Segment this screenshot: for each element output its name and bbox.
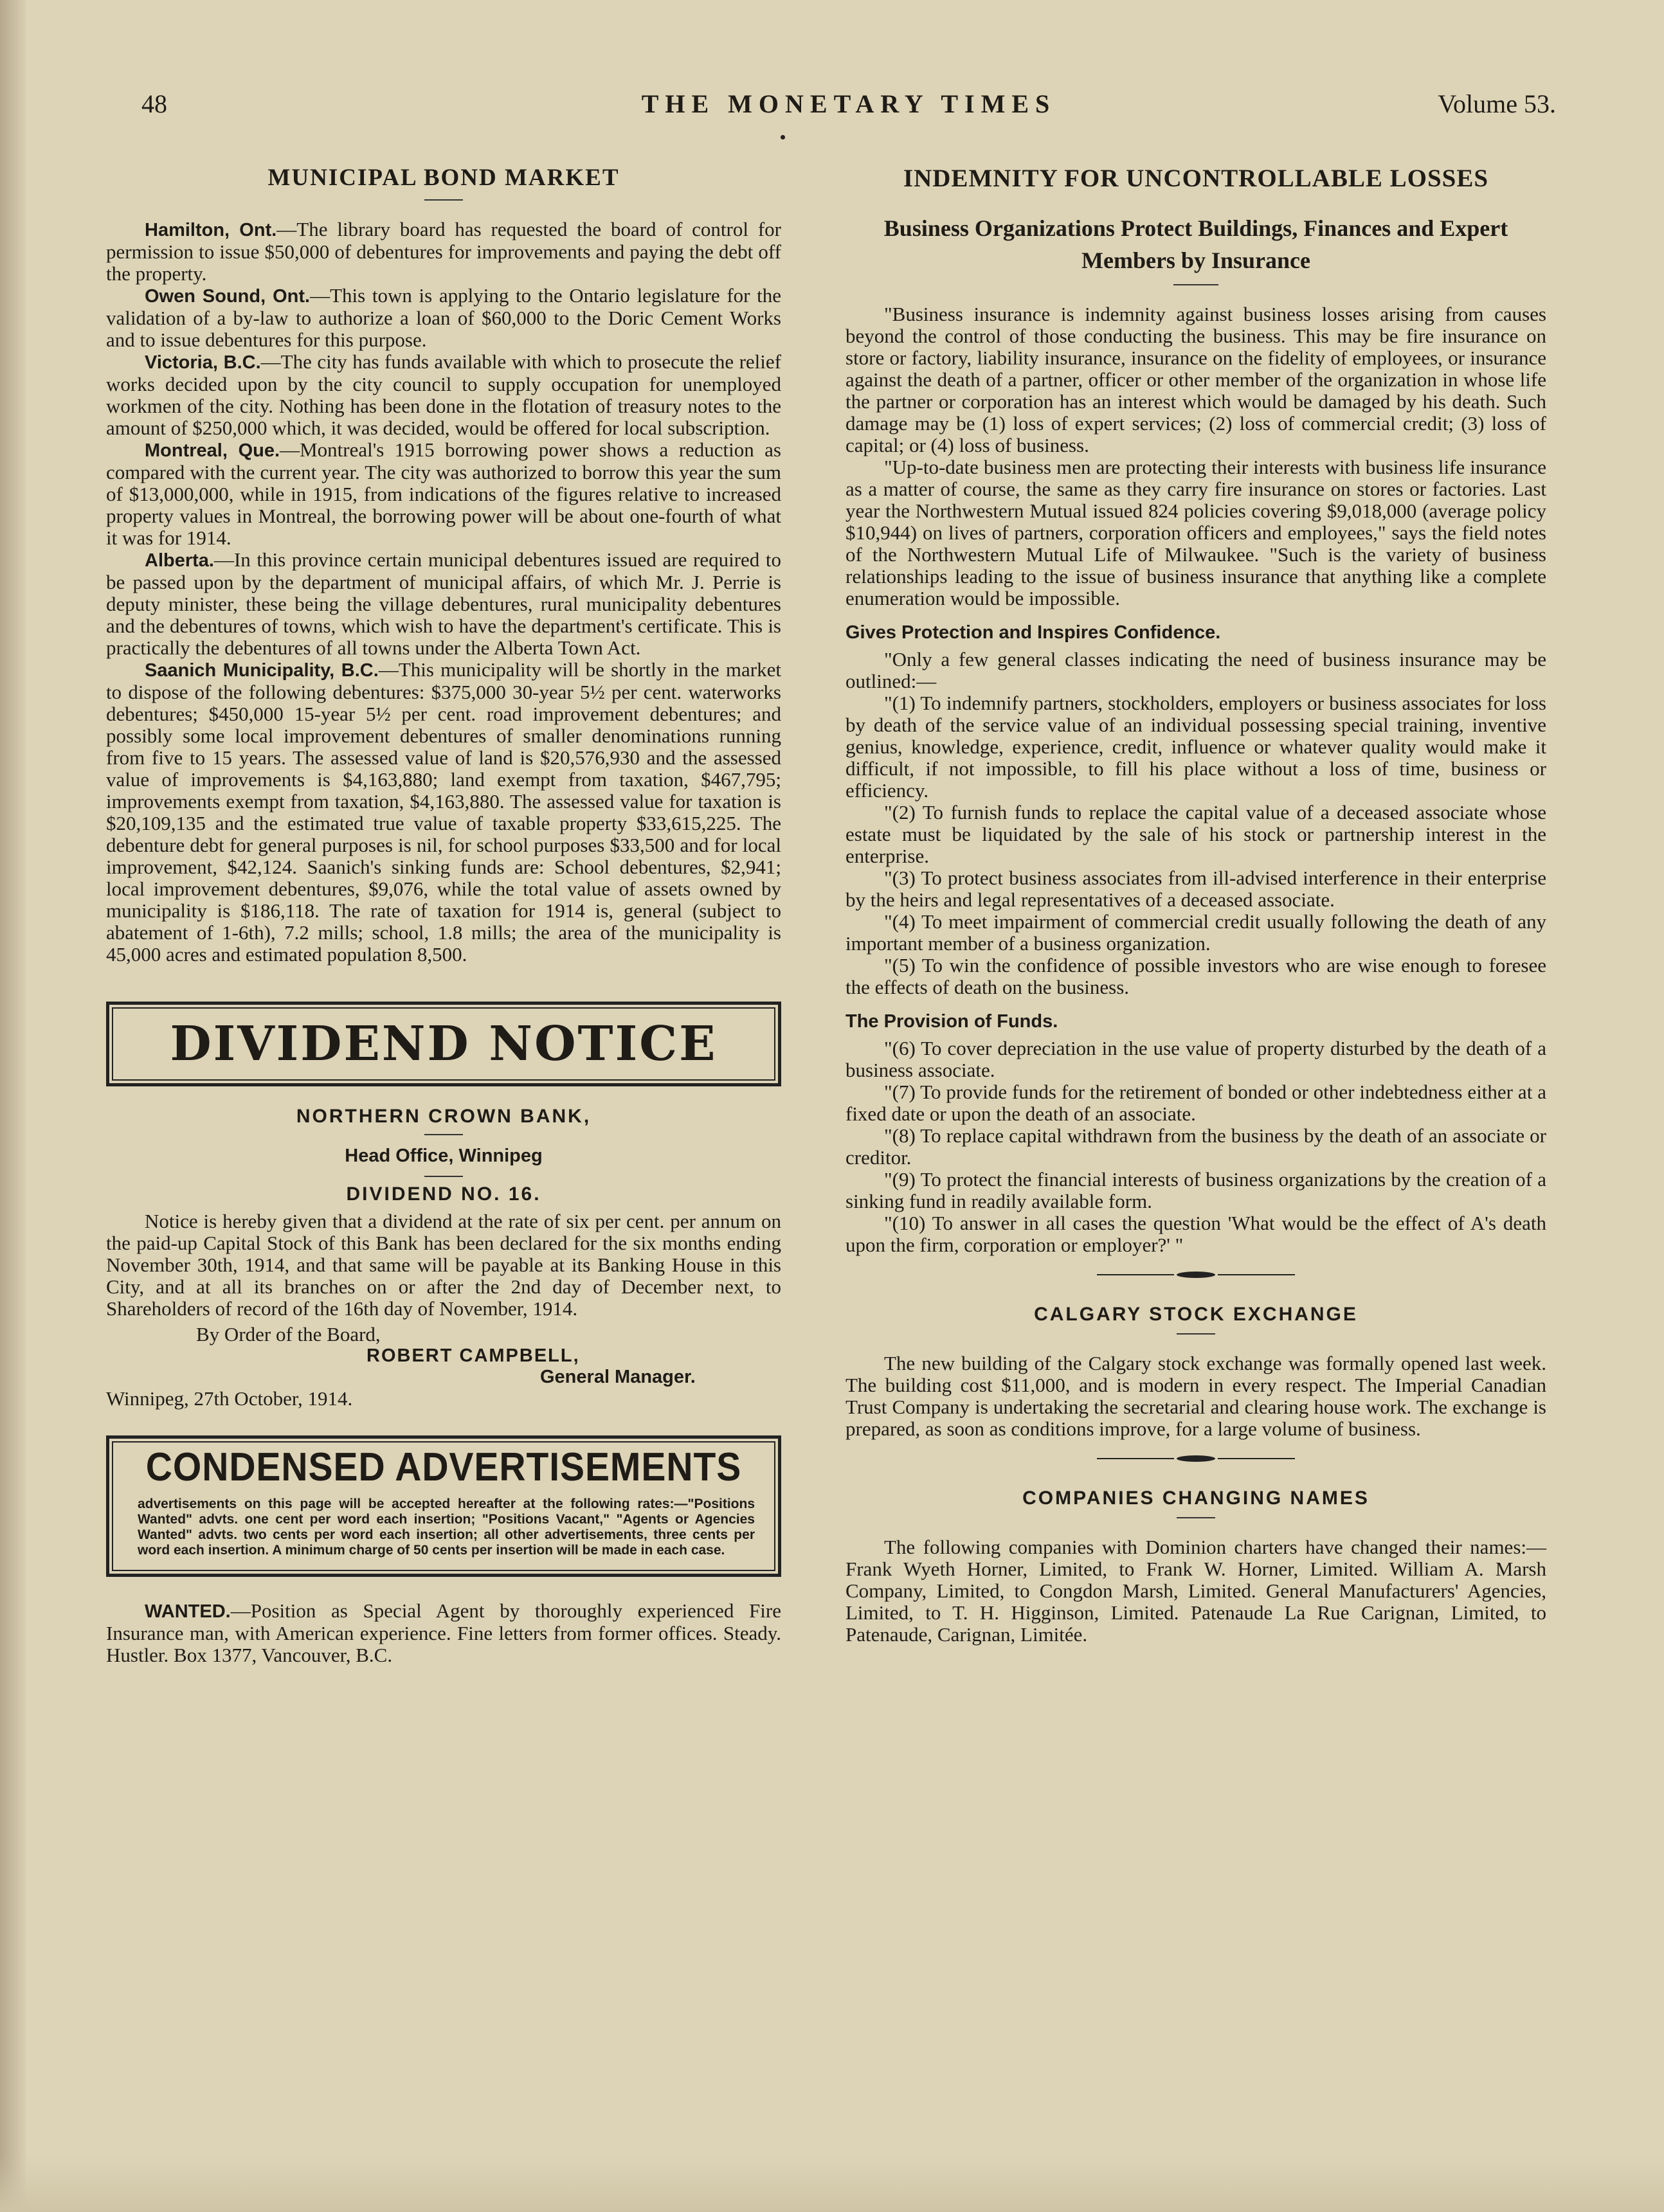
rule (1177, 1517, 1215, 1518)
dividend-signer-title: General Manager. (540, 1367, 696, 1387)
page-number: 48 (141, 89, 167, 118)
municipal-item: Hamilton, Ont.—The library board has requested the board of control for permission to issue $50,000 of debentures for improvements and paying the debt off the property. (106, 218, 781, 285)
page-bottom-shade (0, 2154, 1664, 2212)
indemnity-subtitle: Business Organizations Protect Buildings, Finances and Expert Members by Insurance (883, 215, 1508, 273)
municipal-item: Owen Sound, Ont.—This town is applying to the Ontario legislature for the validation of a by-law to authorize a loan of $60,000 to the Doric Cement Works and to issue debentures for this purpose. (106, 284, 781, 351)
dividend-notice-box (106, 1002, 781, 1086)
dividend-place-date: Winnipeg, 27th October, 1914. (106, 1387, 353, 1410)
indemnity-paragraph: "(8) To replace capital withdrawn from the business by the death of an associate or creditor. (846, 1124, 1546, 1169)
indemnity-paragraph: "(3) To protect business associates from ill-advised interference in their enterprise by the heirs and legal representatives of a deceased associate. (846, 867, 1546, 911)
indemnity-title: INDEMNITY FOR UNCONTROLLABLE LOSSES (903, 165, 1489, 192)
municipal-item: Saanich Municipality, B.C.—This municipality will be shortly in the market to dispose of the following debentures: $375,000 30-year 5½ per cent. waterworks debentures; $450,000 15-year 5½ per cent. road improvement debentures; and possibly some local improvement debentures of smaller denominations running from five to 15 years. The assessed value of land is $20,576,930 and the assessed value of improvements is $4,163,880; land exempt from taxation, $467,795; improvements exempt from taxation, $4,163,880. The assessed value for taxation is $20,109,135 and the estimated true value of taxable property $33,615,225. The debenture debt for general purposes is nil, for school purposes $33,500 and for local improvement, $42,124. Saanich's sinking funds are: School debentures, $2,941; local improvement debentures, $9,076, while the total value of assets owned by municipality is $186,118. The rate of taxation for 1914 is, general (subject to abatement of 1-6th), 7.2 mills; school, 1.8 mills; the area of the municipality is 45,000 acres and estimated population 8,500. (106, 658, 781, 966)
indemnity-paragraph: "(2) To furnish funds to replace the capital value of a deceased associate whose estate must be liquidated by the sale of his stock or partnership interest in the enterprise. (846, 801, 1546, 867)
indemnity-paragraph: "(4) To meet impairment of commercial credit usually following the death of any important member of a business organization. (846, 910, 1546, 955)
dividend-notice-title: DIVIDEND NOTICE (170, 1016, 718, 1072)
section-ornament (846, 1455, 1546, 1462)
companies-body: The following companies with Dominion charters have changed their names:—Frank Wyeth Horner, Limited, to Frank W. Horner, Limited. William A. Marsh Company, Limited, to Congdon Marsh, Limited. General Manufacturers' Agencies, Limited, to T. H. Higginson, Limited. Patenaude La Rue Carignan, Limited, to Patenaude, Carignan, Limitée. (846, 1536, 1546, 1646)
rule (424, 1176, 463, 1177)
indemnity-paragraph: "(9) To protect the financial interests of business organizations by the creation of a sinking fund in readily available form. (846, 1168, 1546, 1212)
left-column (106, 164, 781, 1666)
calgary-title: CALGARY STOCK EXCHANGE (1034, 1304, 1358, 1325)
head-office: Head Office, Winnipeg (345, 1146, 543, 1166)
indemnity-paragraph: "Business insurance is indemnity against business losses arising from causes beyond the control of those conducting the business. This may be fire insurance on store or factory, liability insurance, insurance on the fidelity of employees, or insurance against the death of a partner, officer or other member of the organization in whose life the partner or corporation has an interest which would be damaged by his death. Such damage may be (1) loss of expert services; (2) loss of commercial credit; (3) loss of capital; or (4) loss of business. (846, 303, 1546, 456)
rule (1177, 1333, 1215, 1335)
municipal-title: MUNICIPAL BOND MARKET (267, 165, 620, 191)
bank-name: NORTHERN CROWN BANK, (296, 1106, 592, 1127)
dividend-number: DIVIDEND NO. 16. (346, 1183, 541, 1205)
indemnity-paragraph: "(7) To provide funds for the retirement of bonded or other indebtedness either at a fixed date or upon the death of an associate. (846, 1081, 1546, 1125)
dividend-body: Notice is hereby given that a dividend at the rate of six per cent. per annum on the paid-up Capital Stock of this Bank has been declared for the six months ending November 30th, 1914, and that same will be payable at its Banking House in this City, and at all its branches on or after the 2nd day of December next, to Shareholders of record of the 16th day of November, 1914. (106, 1210, 781, 1320)
companies-title: COMPANIES CHANGING NAMES (1022, 1488, 1370, 1509)
rule (1173, 284, 1218, 285)
page-binding-edge (0, 0, 26, 2212)
header-dot (781, 135, 785, 139)
condensed-ads-box (106, 1435, 781, 1577)
indemnity-paragraph: "(10) To answer in all cases the question 'What would be the effect of A's death upon the firm, corporation or employer?' " (846, 1212, 1546, 1256)
condensed-ads-title: CONDENSED ADVERTISEMENTS (145, 1445, 742, 1489)
indemnity-paragraph: "(1) To indemnify partners, stockholders, employers or business associates for loss by death of the service value of an individual possessing special training, inventive genius, knowledge, experience, credit, influence or whatever quality would make it difficult, if not impossible, to fill his place without a loss of time, business or efficiency. (846, 692, 1546, 802)
indemnity-paragraph: "(5) To win the confidence of possible investors who are wise enough to foresee the effects of death on the business. (846, 954, 1546, 998)
calgary-body: The new building of the Calgary stock exchange was formally opened last week. The building cost $11,000, and is modern in every respect. The Imperial Canadian Trust Company is undertaking the secretarial and clearing house work. The exchange is prepared, as soon as conditions improve, for a large volume of business. (846, 1352, 1546, 1440)
municipal-item: Montreal, Que.—Montreal's 1915 borrowing power shows a reduction as compared with the current year. The city was authorized to borrow this year the sum of $13,000,000, while in 1915, from indications of the figures relative to increased property values in Montreal, the borrowing power will be about one-fourth of what it was for 1914. (106, 438, 781, 549)
journal-title: THE MONETARY TIMES (641, 89, 1056, 118)
indemnity-subheading: The Provision of Funds. (846, 1011, 1058, 1032)
section-ornament (846, 1272, 1546, 1278)
volume-label: Volume 53. (1438, 89, 1556, 118)
municipal-item: Victoria, B.C.—The city has funds available with which to prosecute the relief works decided upon by the city council to supply occupation for unemployed workmen of the city. Nothing has been done in the flotation of treasury notes to the amount of $250,000 which, it was decided, would be offered for local subscription. (106, 350, 781, 439)
condensed-ads-body: advertisements on this page will be accepted hereafter at the following rates:—"Positions Wanted" advts. one cent per word each insertion; "Positions Vacant," "Agents or Agencies Wanted" advts. two cents per word each insertion; all other advertisements, three cents per word each insertion. A minimum charge of 50 cents per insertion will be made in each case. (138, 1497, 755, 1558)
indemnity-paragraph: "(6) To cover depreciation in the use value of property disturbed by the death of a business associate. (846, 1037, 1546, 1081)
rule (424, 1134, 463, 1135)
municipal-item: Alberta.—In this province certain municipal debentures issued are required to be passed upon by the department of municipal affairs, of which Mr. J. Perrie is deputy minister, these being the village debentures, rural municipality debentures and the debentures of towns, which wish to have the department's certificate. This is practically the debentures of all towns under the Alberta Town Act. (106, 548, 781, 659)
right-column (846, 164, 1546, 1646)
title-rule (424, 199, 463, 201)
dividend-signer: ROBERT CAMPBELL, (366, 1345, 580, 1366)
indemnity-subheading: Gives Protection and Inspires Confidence. (846, 622, 1221, 643)
indemnity-paragraph: "Only a few general classes indicating the need of business insurance may be outlined:— (846, 648, 1546, 692)
wanted-ad: WANTED.—Position as Special Agent by thoroughly experienced Fire Insurance man, with American experience. Fine letters from former offices. Steady. Hustler. Box 1377, Vancouver, B.C. (106, 1599, 781, 1666)
page-header (141, 89, 1556, 127)
indemnity-paragraph: "Up-to-date business men are protecting their interests with business life insurance as a matter of course, the same as they carry fire insurance on stores or factories. Last year the Northwestern Mutual issued 824 policies covering $9,018,000 (average policy $10,944) on lives of partners, corporation officers and employees," says the field notes of the Northwestern Mutual Life of Milwaukee. "Such is the variety of business relationships leading to the issue of business insurance that anything like a complete enumeration would be impossible. (846, 456, 1546, 609)
dividend-order: By Order of the Board, (196, 1323, 381, 1345)
